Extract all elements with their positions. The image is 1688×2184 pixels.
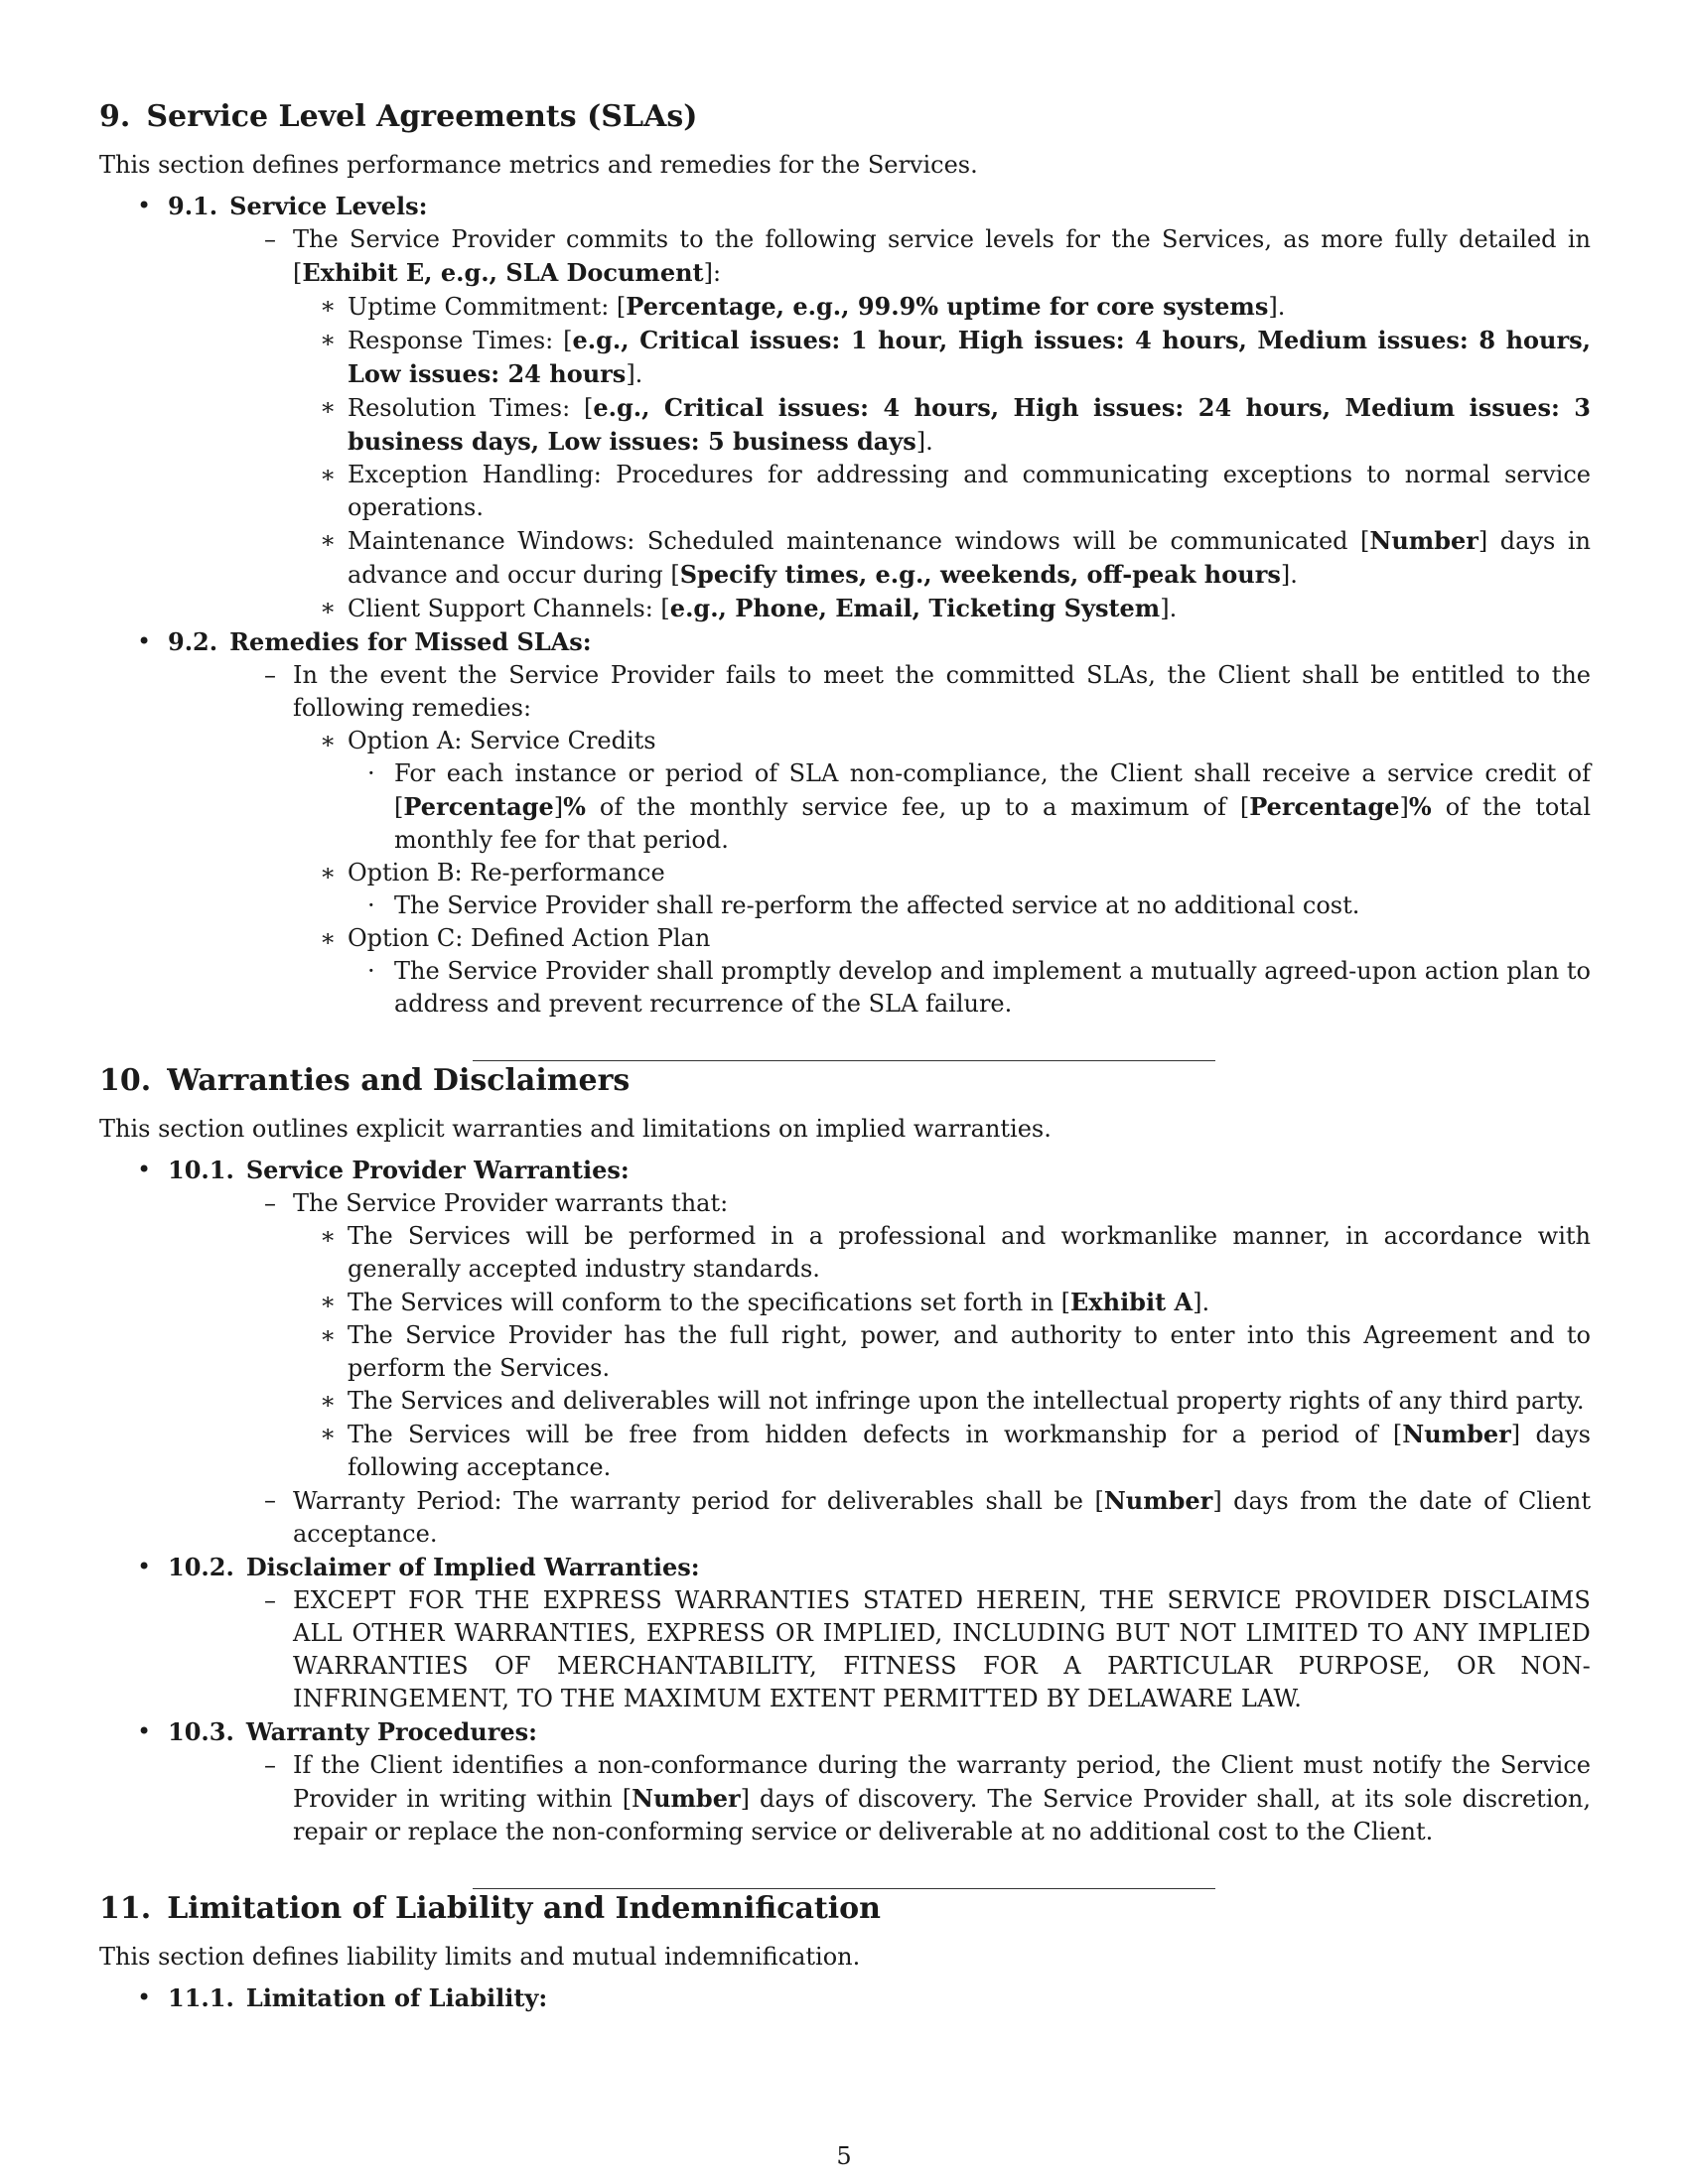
subsection-10-3 bbox=[99, 1715, 1591, 1848]
list-item bbox=[168, 324, 1591, 391]
list-item bbox=[168, 725, 1591, 857]
section-10-heading bbox=[99, 1061, 1591, 1101]
page-number: 5 bbox=[836, 2142, 852, 2170]
subsection-title: 11.1. Limitation of Liability: bbox=[168, 1983, 548, 2012]
list-item bbox=[168, 889, 1591, 922]
list-item bbox=[168, 1418, 1591, 1484]
star-marker: ∗ bbox=[320, 924, 337, 952]
dash-marker: – bbox=[264, 1189, 276, 1217]
list-item-text: The Services will be free from hidden defects in workmanship for a period of [Number] days following acceptance. bbox=[348, 1420, 1591, 1481]
list-item-text: Option C: Defined Action Plan bbox=[348, 924, 711, 952]
list-item-text: Client Support Channels: [e.g., Phone, Email, Ticketing System]. bbox=[348, 594, 1178, 622]
dot-marker: · bbox=[367, 957, 375, 985]
list-item-text: Maintenance Windows: Scheduled maintenance windows will be communicated [Number] days in advance and occur during [Specify times, e.g., weekends, off-peak hours]. bbox=[348, 526, 1591, 589]
list-item-text: In the event the Service Provider fails to meet the committed SLAs, the Client shall be entitled to the following remedies: bbox=[293, 661, 1591, 722]
section-number: 11. bbox=[99, 1891, 152, 1926]
star-marker: ∗ bbox=[320, 461, 337, 488]
bullet-marker: • bbox=[137, 192, 152, 219]
list-item bbox=[168, 1484, 1591, 1551]
star-marker: ∗ bbox=[320, 393, 337, 421]
list-item bbox=[168, 1220, 1591, 1286]
star-marker: ∗ bbox=[320, 594, 337, 621]
dash-marker: – bbox=[264, 1586, 276, 1614]
list-item bbox=[168, 391, 1591, 459]
section-number: 9. bbox=[99, 99, 131, 134]
section-9-intro: This section defines performance metrics and remedies for the Services. bbox=[99, 151, 978, 179]
list-item-text: If the Client identifies a non-conformance during the warranty period, the Client must notify the Service Provider in writing within [Number] days of discovery. The Service Provider shall, at its sole discretion, repair or replace the non-conforming service or deliverable at no additional cost to the Client. bbox=[293, 1751, 1592, 1845]
subsection-10-1 bbox=[99, 1154, 1591, 1551]
star-marker: ∗ bbox=[320, 1321, 337, 1349]
dash-marker: – bbox=[264, 661, 276, 689]
star-marker: ∗ bbox=[320, 1420, 337, 1447]
list-item-text: Uptime Commitment: [Percentage, e.g., 99.9% uptime for core systems]. bbox=[348, 292, 1286, 321]
section-10-list bbox=[99, 1154, 1591, 1848]
list-item bbox=[168, 524, 1591, 592]
dash-marker: – bbox=[264, 1486, 276, 1514]
list-item bbox=[168, 757, 1591, 857]
section-title: Service Level Agreements (SLAs) bbox=[146, 99, 698, 134]
star-marker: ∗ bbox=[320, 1222, 337, 1250]
list-item bbox=[168, 922, 1591, 1021]
subsection-11-1 bbox=[99, 1981, 1591, 2015]
subsection-title: 10.3. Warranty Procedures: bbox=[168, 1717, 538, 1746]
list-item bbox=[168, 1749, 1591, 1848]
list-item bbox=[168, 592, 1591, 625]
section-title: Warranties and Disclaimers bbox=[167, 1063, 631, 1098]
list-item bbox=[168, 955, 1591, 1021]
list-item-text: Option B: Re-performance bbox=[348, 859, 665, 887]
subsection-9-2 bbox=[99, 625, 1591, 1021]
list-item-text: The Service Provider shall promptly develop and implement a mutually agreed-upon action plan to address and prevent recurrence of the SLA failure. bbox=[394, 957, 1591, 1018]
section-10-intro: This section outlines explicit warranties and limitations on implied warranties. bbox=[99, 1115, 1052, 1143]
list-item-text: For each instance or period of SLA non-compliance, the Client shall receive a service credit of [Percentage]% of the monthly service fee, up to a maximum of [Percentage]% of the total monthly fee for that period. bbox=[394, 759, 1591, 854]
star-marker: ∗ bbox=[320, 727, 337, 754]
section-9-list bbox=[99, 190, 1591, 1021]
star-marker: ∗ bbox=[320, 1387, 337, 1415]
section-11-intro: This section defines liability limits and mutual indemnification. bbox=[99, 1943, 861, 1971]
subsection-10-2 bbox=[99, 1551, 1591, 1715]
list-item bbox=[168, 1187, 1591, 1484]
list-item-text: Resolution Times: [e.g., Critical issues: 4 hours, High issues: 24 hours, Medium issues: 3 business days, Low issues: 5 business days]. bbox=[348, 393, 1591, 456]
subsection-title: 9.2. Remedies for Missed SLAs: bbox=[168, 627, 592, 656]
subsection-9-1 bbox=[99, 190, 1591, 625]
list-item bbox=[168, 1584, 1591, 1715]
star-marker: ∗ bbox=[320, 1288, 337, 1315]
document-content bbox=[99, 97, 1591, 2015]
list-item-text: Response Times: [e.g., Critical issues: 1 hour, High issues: 4 hours, Medium issues: 8 hours, Low issues: 24 hours]. bbox=[348, 326, 1591, 388]
bullet-marker: • bbox=[137, 1983, 152, 2011]
section-9-heading bbox=[99, 97, 1591, 137]
list-item-text: The Services will be performed in a professional and workmanlike manner, in accordance with generally accepted industry standards. bbox=[348, 1222, 1591, 1283]
bullet-marker: • bbox=[137, 1717, 152, 1745]
list-item-text: The Service Provider has the full right, power, and authority to enter into this Agreement and to perform the Services. bbox=[348, 1321, 1591, 1382]
star-marker: ∗ bbox=[320, 859, 337, 887]
dot-marker: · bbox=[367, 891, 375, 919]
list-item-text: The Services and deliverables will not infringe upon the intellectual property rights of any third party. bbox=[348, 1387, 1585, 1415]
list-item bbox=[168, 1286, 1591, 1319]
star-marker: ∗ bbox=[320, 292, 337, 320]
list-item bbox=[168, 1319, 1591, 1385]
subsection-title: 10.1. Service Provider Warranties: bbox=[168, 1156, 630, 1184]
list-item bbox=[168, 459, 1591, 524]
dot-marker: · bbox=[367, 759, 375, 787]
list-item bbox=[168, 857, 1591, 922]
list-item-text: EXCEPT FOR THE EXPRESS WARRANTIES STATED HEREIN, THE SERVICE PROVIDER DISCLAIMS ALL OTHER WARRANTIES, EXPRESS OR IMPLIED, INCLUDING BUT NOT LIMITED TO ANY IMPLIED WARRANTIES OF MERCHANTABILITY, FITNESS FOR A PARTICULAR PURPOSE, OR NON-INFRINGEMENT, TO THE MAXIMUM EXTENT PERMITTED BY DELAWARE LAW. bbox=[293, 1586, 1591, 1712]
list-item bbox=[168, 1385, 1591, 1418]
section-title: Limitation of Liability and Indemnification bbox=[167, 1891, 881, 1926]
dash-marker: – bbox=[264, 1751, 276, 1779]
star-marker: ∗ bbox=[320, 326, 337, 353]
list-item-text: The Services will conform to the specifications set forth in [Exhibit A]. bbox=[348, 1288, 1210, 1316]
bullet-marker: • bbox=[137, 1156, 152, 1183]
list-item-text: Option A: Service Credits bbox=[348, 727, 656, 754]
list-item-text: The Service Provider commits to the following service levels for the Services, as more fully detailed in [Exhibit E, e.g., SLA Document]: bbox=[293, 225, 1591, 287]
subsection-title: 9.1. Service Levels: bbox=[168, 192, 428, 220]
list-item-text: Warranty Period: The warranty period for deliverables shall be [Number] days from the date of Client acceptance. bbox=[293, 1486, 1591, 1548]
list-item-text: The Service Provider shall re-perform the affected service at no additional cost. bbox=[394, 891, 1360, 919]
list-item-text: Exception Handling: Procedures for addressing and communicating exceptions to normal service operations. bbox=[348, 461, 1591, 521]
section-number: 10. bbox=[99, 1063, 152, 1098]
bullet-marker: • bbox=[137, 1553, 152, 1580]
section-11-list bbox=[99, 1981, 1591, 2015]
list-item-text: The Service Provider warrants that: bbox=[293, 1189, 729, 1217]
dash-marker: – bbox=[264, 225, 276, 253]
list-item bbox=[168, 223, 1591, 625]
list-item bbox=[168, 290, 1591, 324]
bullet-marker: • bbox=[137, 627, 152, 655]
subsection-title: 10.2. Disclaimer of Implied Warranties: bbox=[168, 1553, 700, 1581]
star-marker: ∗ bbox=[320, 526, 337, 554]
list-item bbox=[168, 659, 1591, 1021]
section-11-heading bbox=[99, 1889, 1591, 1929]
